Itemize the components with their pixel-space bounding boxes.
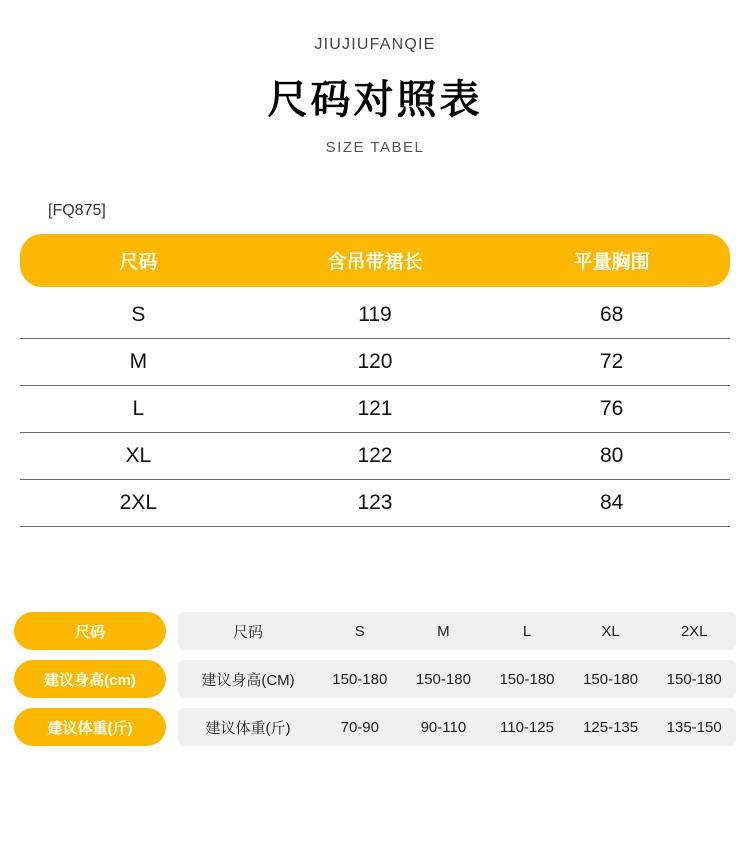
table-row <box>20 386 730 433</box>
cell-size: S <box>20 287 257 339</box>
strip-height <box>178 660 736 698</box>
cell-dress-length: 121 <box>257 386 494 433</box>
recommendation-row-weight <box>14 708 736 746</box>
strip-cell: 90-110 <box>420 718 467 736</box>
size-chart-table <box>20 234 730 527</box>
strip-label-weight: 建议体重(斤) <box>205 719 291 737</box>
recommendation-row-height <box>14 660 736 698</box>
strip-cell: 125-135 <box>583 718 639 736</box>
strip-cell: 150-180 <box>332 670 388 688</box>
cell-dress-length: 122 <box>257 433 494 480</box>
column-header-size: 尺码 <box>20 234 257 287</box>
recommendation-block <box>14 612 736 756</box>
cell-dress-length: 119 <box>257 287 494 339</box>
table-row <box>20 287 730 339</box>
strip-cell: 135-150 <box>666 718 722 736</box>
strip-cell: S <box>354 622 365 640</box>
page-title: 尺码对照表 <box>267 78 483 122</box>
page-header <box>0 0 750 156</box>
strip-label-height: 建议身高(CM) <box>201 671 295 689</box>
brand-name: JIUJIUFANQIE <box>314 36 436 53</box>
cell-bust: 72 <box>493 339 730 386</box>
pill-weight: 建议体重(斤) <box>14 708 166 746</box>
table-row <box>20 480 730 527</box>
product-code: [FQ875] <box>48 202 106 219</box>
column-header-dress-length: 含吊带裙长 <box>257 234 494 287</box>
cell-dress-length: 120 <box>257 339 494 386</box>
strip-cell: L <box>522 622 532 640</box>
strip-cell: 2XL <box>680 622 708 640</box>
cell-size: XL <box>20 433 257 480</box>
cell-bust: 80 <box>493 433 730 480</box>
column-header-bust: 平量胸围 <box>493 234 730 287</box>
cell-size: M <box>20 339 257 386</box>
strip-cell: 150-180 <box>499 670 555 688</box>
strip-weight <box>178 708 736 746</box>
pill-size: 尺码 <box>14 612 166 650</box>
strip-cell: 150-180 <box>583 670 639 688</box>
cell-dress-length: 123 <box>257 480 494 527</box>
recommendation-row-size <box>14 612 736 650</box>
cell-bust: 76 <box>493 386 730 433</box>
cell-size: 2XL <box>20 480 257 527</box>
strip-cell: M <box>437 622 450 640</box>
strip-cell: 110-125 <box>500 718 554 736</box>
page-subtitle: SIZE TABEL <box>325 139 425 156</box>
table-row <box>20 339 730 386</box>
table-header-row <box>20 234 730 287</box>
pill-height: 建议身高(cm) <box>14 660 166 698</box>
strip-label-size: 尺码 <box>232 623 263 641</box>
strip-cell: 150-180 <box>666 670 722 688</box>
strip-cell: 150-180 <box>415 670 471 688</box>
cell-bust: 68 <box>493 287 730 339</box>
strip-cell: 70-90 <box>340 718 379 736</box>
cell-bust: 84 <box>493 480 730 527</box>
strip-size <box>178 612 736 650</box>
strip-cell: XL <box>601 622 620 640</box>
cell-size: L <box>20 386 257 433</box>
table-row <box>20 433 730 480</box>
